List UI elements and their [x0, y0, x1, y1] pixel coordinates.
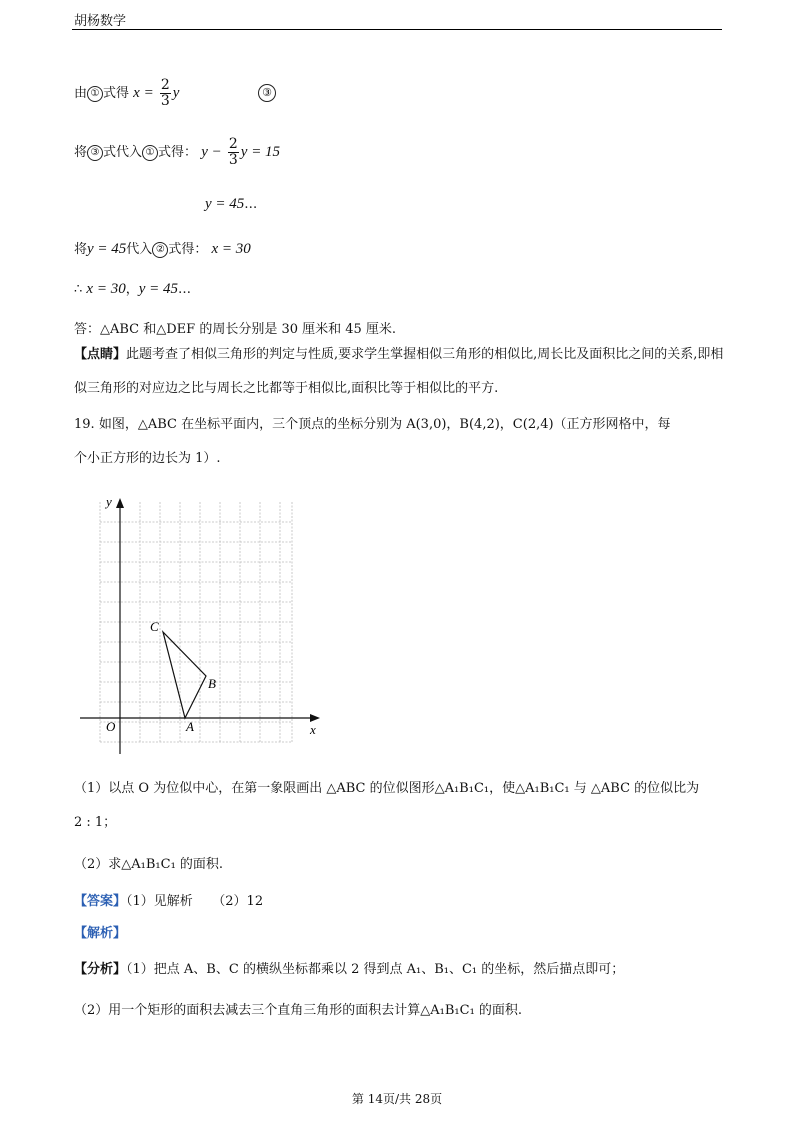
- math-res: x = 30: [211, 241, 251, 257]
- text: 式得：: [168, 242, 208, 257]
- fenxi-1: （1）把点 A、B、C 的横纵坐标都乘以 2 得到点 A₁、B₁、C₁ 的坐标，然后描点即可；: [126, 962, 625, 977]
- text: 式得: [103, 86, 130, 101]
- text: …: [178, 282, 191, 297]
- circled-number: ①: [87, 86, 103, 102]
- answer-body: （1）见解析 （2）12: [126, 894, 264, 909]
- fenxi-row-1: [74, 958, 624, 977]
- text: 将: [74, 145, 88, 160]
- answer-line: 答：△ABC 和△DEF 的周长分别是 30 厘米和 45 厘米.: [74, 322, 397, 337]
- fraction: [160, 78, 171, 109]
- text: 代入: [126, 242, 153, 257]
- math-var: y: [172, 85, 180, 101]
- question-number: 19.: [74, 417, 95, 432]
- fraction: [228, 137, 239, 168]
- text: 式得：: [158, 145, 198, 160]
- fenxi-row-2: （2）用一个矩形的面积去减去三个直角三角形的面积去计算△A₁B₁C₁ 的面积.: [74, 1003, 523, 1018]
- text: 由: [74, 86, 88, 101]
- math-x: x = 30: [86, 281, 126, 297]
- grid: [100, 502, 292, 742]
- axis-y-label: y: [106, 494, 112, 509]
- origin-label: O: [106, 719, 116, 734]
- question-stem-a: 如图，△ABC 在坐标平面内，三个顶点的坐标分别为 A(3,0)，B(4,2)，C(2,4)（正方形网格中，每: [98, 417, 671, 432]
- circled-number: ②: [152, 242, 168, 258]
- circled-number: ③: [258, 84, 276, 102]
- text: ，: [125, 282, 139, 297]
- numerator: 2: [160, 77, 170, 93]
- fenxi-tag: 【分析】: [74, 962, 127, 977]
- analysis-row: [74, 922, 126, 941]
- solution-line-2: [74, 137, 280, 168]
- solution-line-4: [74, 238, 251, 258]
- axis-x-label: x: [310, 722, 316, 737]
- text: …: [244, 197, 258, 212]
- math-lhs: x =: [133, 85, 154, 101]
- page-footer: 第 14页/共 28页: [351, 1092, 443, 1106]
- triangle-abc: [163, 632, 206, 718]
- therefore-sign: ∴: [74, 282, 83, 297]
- comment-paragraph: [74, 338, 724, 406]
- answer-tag: 【答案】: [74, 894, 127, 909]
- analysis-tag: 【解析】: [74, 926, 127, 941]
- question-part-2: （2）求△A₁B₁C₁ 的面积.: [74, 857, 224, 872]
- math-eq: y = 45: [205, 196, 245, 212]
- solution-line-3: [205, 196, 257, 213]
- solution-line-5: [74, 278, 191, 298]
- coordinate-figure: [74, 492, 334, 762]
- math-y: y = 45: [138, 281, 178, 297]
- question-stem: [74, 408, 724, 476]
- answer-row: [74, 890, 263, 909]
- header-title: 胡杨数学: [74, 14, 127, 29]
- text: 将: [74, 242, 88, 257]
- math-eq: y = 45: [87, 241, 127, 257]
- solution-line-1: [74, 78, 179, 109]
- point-b-label: B: [208, 676, 216, 691]
- denominator: 3: [160, 93, 170, 109]
- part1-b: 2 : 1；: [74, 815, 117, 830]
- equation-tag: [258, 84, 276, 102]
- question-stem-b: 个小正方形的边长为 1）.: [74, 451, 221, 466]
- circled-number: ③: [87, 145, 103, 161]
- point-c-label: C: [150, 619, 159, 634]
- denominator: 3: [228, 152, 238, 168]
- math-rhs: y = 15: [240, 144, 281, 160]
- comment-body: 此题考查了相似三角形的判定与性质,要求学生掌握相似三角形的相似比,周长比及面积比之间的关系,即相似三角形的对应边之比与周长之比都等于相似比,面积比等于相似比的平方.: [74, 347, 724, 396]
- part1-a: （1）以点 O 为位似中心，在第一象限画出 △ABC 的位似图形△A₁B₁C₁，使△A₁B₁C₁ 与 △ABC 的位似比为: [74, 781, 700, 796]
- question-part-1: [74, 772, 724, 840]
- header-rule: [72, 29, 722, 30]
- comment-tag: 【点睛】: [74, 347, 127, 362]
- numerator: 2: [228, 136, 238, 152]
- text: 式代入: [103, 145, 143, 160]
- circled-number: ①: [142, 145, 158, 161]
- math-lhs: y −: [201, 144, 222, 160]
- point-a-label: A: [186, 719, 194, 734]
